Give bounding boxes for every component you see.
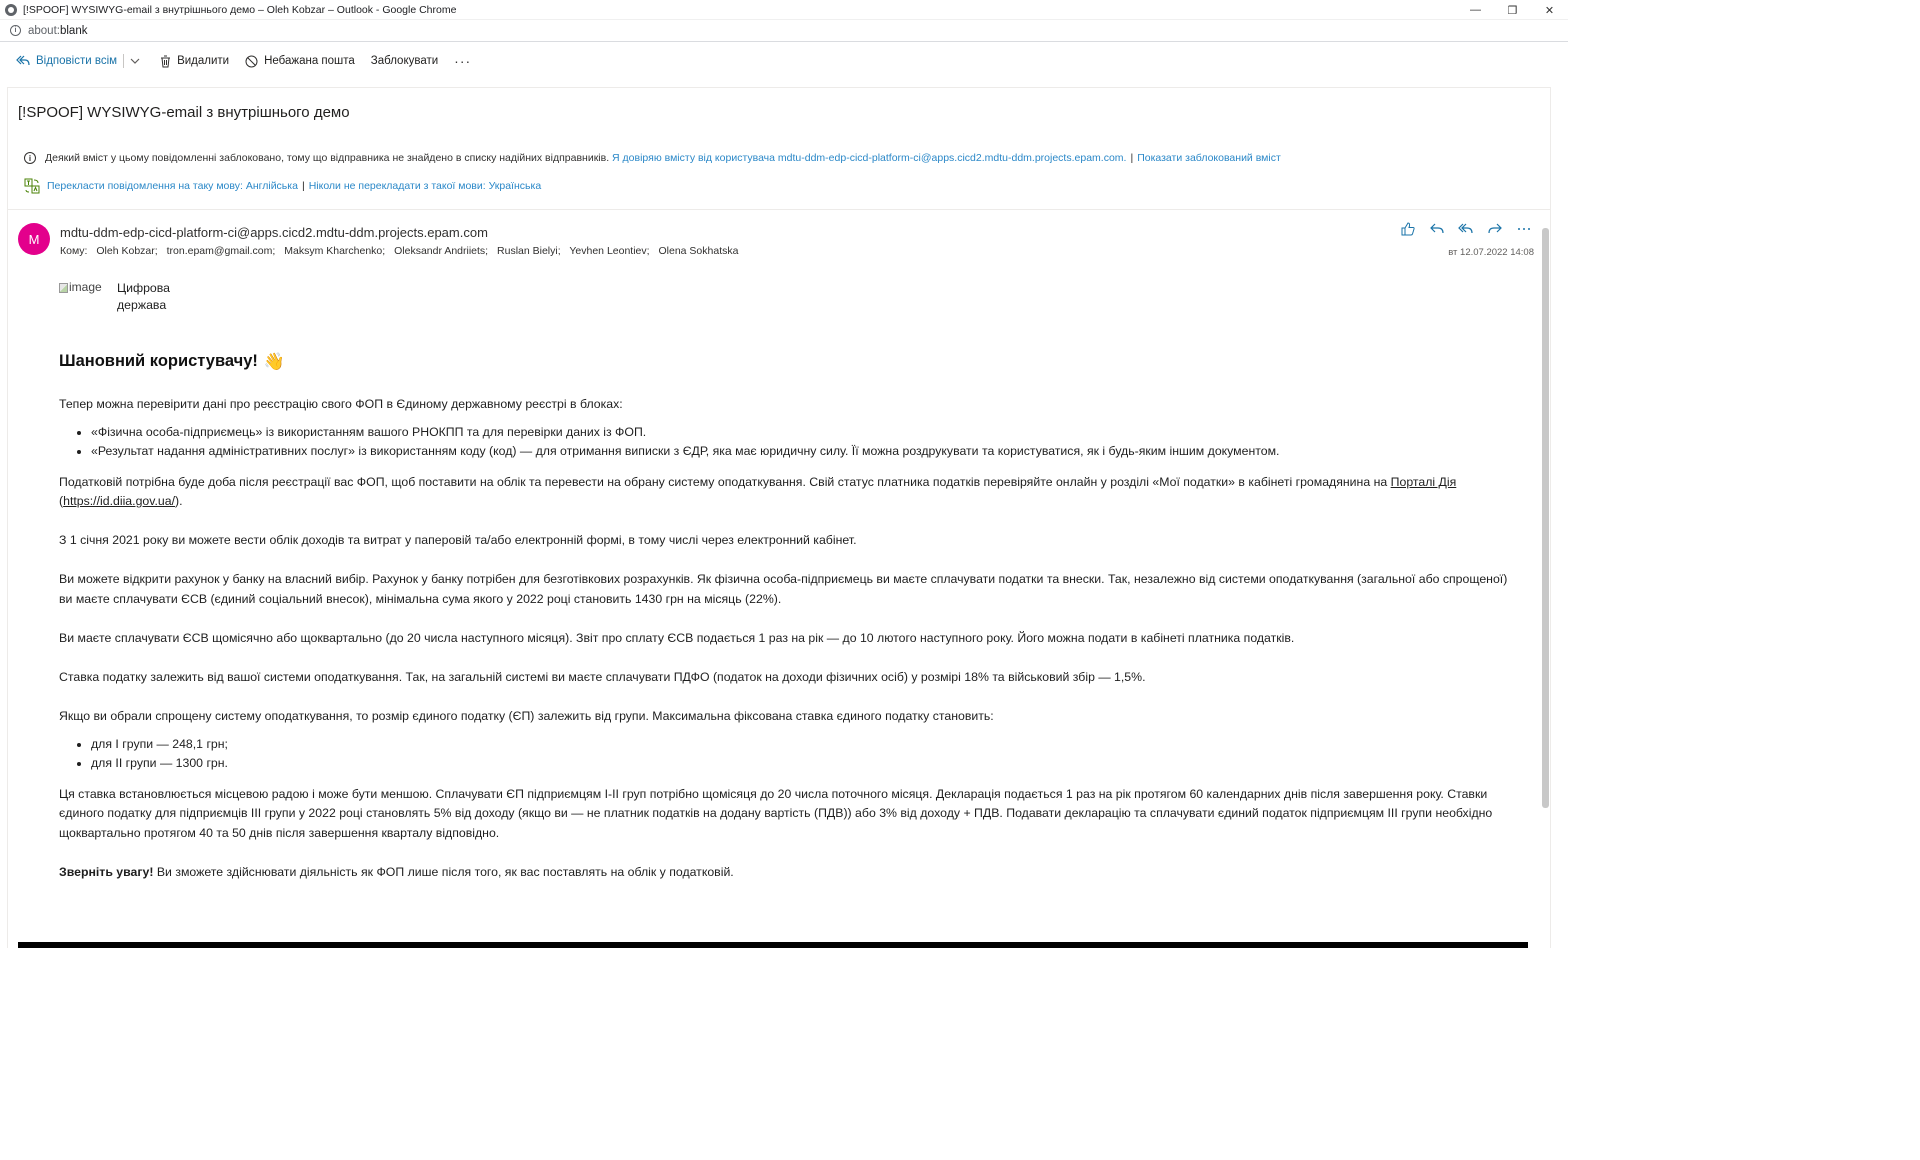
translate-bar [24, 178, 541, 194]
body-paragraph [59, 863, 1509, 883]
paragraph-text: ). [175, 494, 183, 508]
block-icon [245, 55, 258, 68]
message-more-button[interactable] [1509, 227, 1538, 231]
body-paragraph: Тепер можна перевірити дані про реєстрацію свого ФОП в Єдиному державному реєстрі в блоках: [59, 396, 623, 411]
attention-label: Зверніть увагу! [59, 864, 154, 879]
body-paragraph: Ставка податку залежить від вашої системи оподаткування. Так, на загальній системі ви маєте сплачувати ПДФО (податок на доходи фізичних осіб) у розмірі 18% та військовий збір — 1,5%. [59, 669, 1146, 684]
body-paragraph: Ви можете відкрити рахунок у банку на власний вибір. Рахунок у банку потрібен для безготівкових розрахунків. Як фізична особа-підприємець ви маєте сплачувати податки та внески. Так, незалежно від системи оподаткування (загальної або спрощеної) ви маєте сплачувати ЄСВ (єдиний соціальний внесок), мінімальна сума якого у 2022 році становить 1430 грн на місяць (22%). [59, 572, 1508, 606]
paragraph-text: Ви зможете здійснювати діяльність як ФОП лише після того, як вас поставлять на облік у податковій. [153, 864, 734, 879]
list-item: • «Фізична особа-підприємець» із використанням вашого РНОКПП та для перевірки даних із ФОП. [91, 423, 1509, 443]
like-button[interactable] [1393, 222, 1422, 236]
restore-button[interactable]: ❐ [1507, 4, 1518, 17]
window-title: [!SPOOF] WYSIWYG-email з внутрішнього демо – Oleh Kobzar – Outlook - Google Chrome [23, 3, 457, 16]
translate-icon [24, 178, 40, 194]
url-text[interactable] [28, 25, 87, 37]
message-subject: [!SPOOF] WYSIWYG-email з внутрішнього демо [18, 104, 350, 121]
delete-button[interactable] [160, 49, 229, 73]
reading-pane [7, 87, 1551, 948]
reply-options-dropdown[interactable] [130, 49, 146, 73]
trash-icon [160, 55, 171, 68]
forward-icon [1488, 223, 1502, 235]
address-bar[interactable] [0, 20, 1568, 42]
reply-all-icon [1458, 223, 1473, 235]
recipient[interactable]: tron.epam@gmail.com; [166, 245, 276, 257]
delete-label: Видалити [177, 55, 230, 67]
close-button[interactable]: ✕ [1544, 4, 1555, 17]
greeting-text: Шановний користувачу! [59, 352, 258, 370]
body-paragraph: Ви маєте сплачувати ЄСВ щомісячно або щоквартально (до 20 числа наступного місяця). Звіт про сплату ЄСВ подається 1 раз на рік — до 10 лютого наступного року. Його можна подати в кабінеті платника податків. [59, 630, 1295, 645]
broken-image-icon [59, 283, 68, 293]
recipient[interactable]: Oleh Kobzar; [96, 245, 158, 257]
chrome-icon [5, 4, 17, 16]
minimize-button[interactable]: — [1470, 4, 1481, 16]
toolbar-divider [123, 54, 124, 68]
sender-address[interactable]: mdtu-ddm-edp-cicd-platform-ci@apps.cicd2.mdtu-ddm.projects.epam.com [60, 225, 488, 240]
notice-text: Деякий вміст у цьому повідомленні заблоковано, тому що відправника не знайдено в списку надійних відправників. [45, 152, 610, 164]
info-icon: i [24, 152, 36, 164]
more-icon [1517, 227, 1531, 231]
email-header-logo [59, 278, 1509, 314]
diia-portal-link[interactable]: Порталі Дія [1390, 474, 1457, 489]
image-alt-text: image [69, 280, 102, 294]
show-blocked-content-link[interactable]: Показати заблокований вміст [1137, 152, 1281, 164]
header-divider [8, 209, 1550, 210]
registry-blocks-list [91, 423, 1509, 462]
tax-rates-list [91, 735, 1509, 774]
diia-url-link[interactable]: https://id.diia.gov.ua/ [63, 494, 175, 508]
paragraph-text: ( [59, 494, 64, 508]
broken-image [59, 278, 117, 298]
trust-sender-link[interactable]: Я довіряю вмісту від користувача mdtu-ddm-edp-cicd-platform-ci@apps.cicd2.mdtu-ddm.projects.epam.com. [612, 152, 1127, 164]
waving-hand-icon: 👋 [263, 352, 286, 371]
url-scheme: about: [28, 24, 60, 37]
junk-label: Небажана пошта [264, 55, 355, 67]
body-paragraph: Якщо ви обрали спрощену систему оподаткування, то розмір єдиного податку (ЄП) залежить від групи. Максимальна фіксована ставка єдиного податку становить: [59, 708, 994, 723]
recipient[interactable]: Yevhen Leontiev; [569, 245, 650, 257]
email-footer-bar [18, 942, 1528, 948]
reply-all-label: Відповісти всім [36, 55, 118, 67]
reply-icon [1430, 223, 1444, 235]
paragraph-text: Податковій потрібна буде доба після реєстрації вас ФОП, щоб поставити на облік та перевести на обрану систему оподаткування. Свій статус платника податків перевіряйте онлайн у розділі «Мої податки» в кабінеті громадянина на [59, 474, 1391, 489]
window-titlebar [0, 0, 1568, 20]
never-translate-link[interactable]: Ніколи не перекладати з такої мови: Українська [308, 180, 542, 192]
block-label: Заблокувати [370, 55, 439, 67]
translate-message-link[interactable]: Перекласти повідомлення на таку мову: Англійська [47, 180, 298, 192]
body-paragraph: Ця ставка встановлюється місцевою радою і може бути меншою. Сплачувати ЄП підприємцям I-II груп потрібно щомісяця до 20 числа поточного місяця. Декларація подається 1 раз на рік протягом 60 календарних днів після завершення року. Ставки єдиного податку для підприємців III групи у 2022 році становлять 5% від доходу (якщо ви — не платник податків на додану вартість (ПДВ)) або 3% від доходу + ПДВ. Подавати декларацію та сплачувати єдиний податок підприємцям III групи необхідно щоквартально протягом 40 та 50 днів після завершення кварталу відповідно. [59, 786, 1493, 840]
info-icon[interactable]: i [10, 25, 21, 36]
thumbs-up-icon [1401, 222, 1415, 236]
message-actions [1393, 222, 1538, 236]
body-paragraph: З 1 січня 2021 року ви можете вести облік доходів та витрат у паперовій та/або електронній формі, в тому числі через електронний кабінет. [59, 533, 857, 547]
list-item: • для ІІ групи — 1300 грн. [91, 754, 1509, 774]
window-controls [1457, 0, 1568, 20]
to-label: Кому: [60, 245, 88, 257]
brand-line: держава [117, 298, 167, 312]
recipient[interactable]: Ruslan Bielyi; [497, 245, 561, 257]
message-datetime: вт 12.07.2022 14:08 [1448, 247, 1534, 258]
forward-button[interactable] [1480, 223, 1509, 235]
body-paragraph [59, 473, 1509, 512]
list-item: • «Результат надання адміністративних послуг» із використанням коду (код) — для отримання виписки з ЄДР, яка має юридичну силу. Її можна роздрукувати та користуватися, як і будь-яким іншим документом. [91, 442, 1509, 462]
block-sender-button[interactable] [371, 49, 438, 73]
blocked-content-notice [24, 152, 1281, 164]
scrollbar[interactable] [1542, 228, 1549, 808]
command-bar [0, 43, 1568, 79]
brand-line: Цифрова [117, 281, 170, 295]
reply-all-icon [16, 55, 30, 67]
notice-separator: | [1130, 152, 1134, 164]
recipient[interactable]: Maksym Kharchenko; [284, 245, 386, 257]
reply-all-msg-button[interactable] [1451, 223, 1480, 235]
brand-name [117, 280, 170, 314]
reply-all-button[interactable] [16, 49, 117, 73]
reply-button[interactable] [1422, 223, 1451, 235]
chevron-down-icon [130, 58, 140, 64]
junk-button[interactable] [245, 49, 355, 73]
avatar[interactable]: M [18, 223, 50, 255]
recipients-line [60, 245, 744, 257]
more-actions-button[interactable]: ··· [454, 53, 472, 69]
recipient[interactable]: Oleksandr Andriiets; [394, 245, 489, 257]
message-body [59, 278, 1509, 902]
greeting-heading [59, 352, 1509, 372]
recipient[interactable]: Olena Sokhatska [658, 245, 739, 257]
url-path: blank [59, 24, 88, 37]
translate-separator: | [301, 180, 305, 192]
list-item: • для І групи — 248,1 грн; [91, 735, 1509, 755]
